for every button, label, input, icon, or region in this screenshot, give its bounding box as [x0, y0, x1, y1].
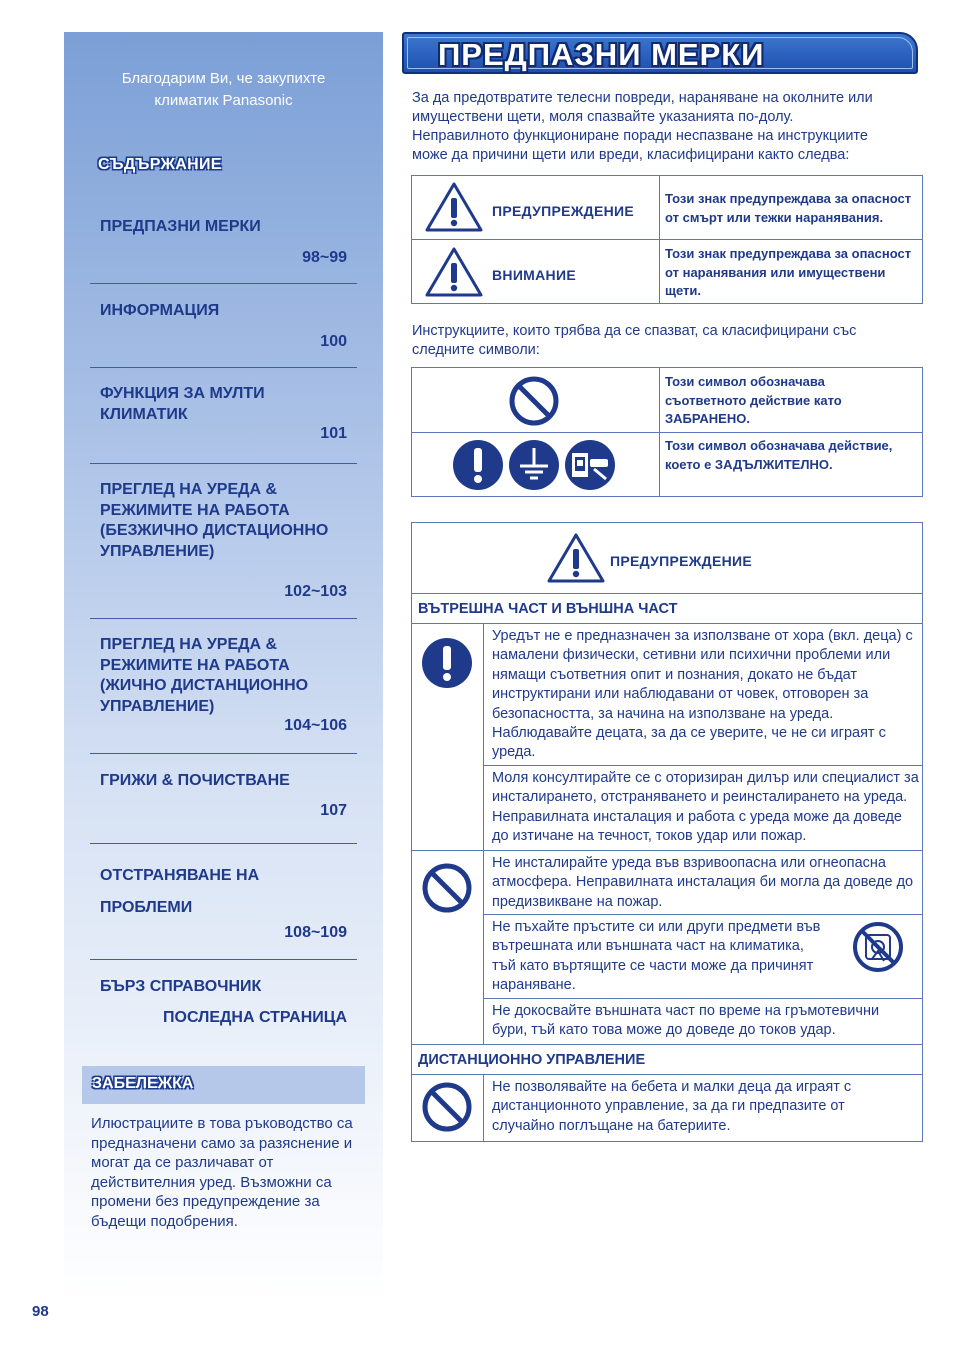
warning-row-text: Не инсталирайте уреда във взривоопасна или огнеопасна атмосфера. Неправилната инсталация би могла да доведе до предизвикване на пожар. [492, 855, 914, 910]
toc-divider [90, 843, 357, 844]
warning-row-text: Уредът не е предназначен за използване от хора (вкл. деца) с намалени физически, сетивни или психични проблеми или нямащи съответния опит и познания, докато не бъдат инструктирани или наблюдавани от човек, отговорен за безопасността, за начина на използване на уреда. Наблюдавайте децата, за да се уверите, че не си играят с уреда. [492, 628, 913, 761]
toc-page-overview-wired[interactable]: 104~106 [284, 717, 347, 734]
toc-page-precautions[interactable]: 98~99 [302, 249, 347, 266]
intro-text: Благодарим Ви, че закупихте климатик Panasonic [121, 70, 326, 109]
toc-divider [90, 753, 357, 754]
prohibited-icon [421, 862, 473, 914]
page-title: ПРЕДПАЗНИ МЕРКИ [438, 37, 765, 72]
warning-label: ПРЕДУПРЕЖДЕНИЕ [492, 203, 635, 219]
toc-page-troubleshooting[interactable]: 108~109 [284, 924, 347, 941]
remote-row-text: Не позволявайте на бебета и малки деца да играят с дистанционното управление, за да ги предпазите от случайно поглъщане на батериите. [492, 1079, 852, 1134]
note-text: Илюстрациите в това ръководство са предназначени само за разяснение и могат да се различават от действителния уред. Възможни са промени без предупреждение за бъдещи подобрения. [91, 1115, 353, 1230]
caution-description: Този знак предупреждава за опасност от наранявания или имуществени щети. [665, 246, 912, 298]
contents-title: СЪДЪРЖАНИЕ [98, 156, 222, 173]
page-number: 98 [32, 1303, 49, 1320]
warning-description: Този знак предупреждава за опасност от смърт или тежки наранявания. [665, 191, 912, 225]
toc-item-quick-reference[interactable]: БЪРЗ СПРАВОЧНИК [100, 978, 262, 995]
toc-divider [90, 618, 357, 619]
toc-item-multi[interactable]: ФУНКЦИЯ ЗА МУЛТИ КЛИМАТИК [100, 385, 265, 423]
warning-table-title: ПРЕДУПРЕЖДЕНИЕ [610, 553, 753, 569]
unplug-icon [564, 439, 616, 491]
caution-triangle-icon [424, 246, 484, 298]
prohibited-icon [508, 375, 560, 427]
prohibited-description: Този символ обозначава съответното действие като ЗАБРАНЕНО. [665, 374, 842, 426]
section-remote-control: ДИСТАНЦИОННО УПРАВЛЕНИЕ [418, 1052, 646, 1068]
warning-row-text: Моля консултирайте се с оторизиран дилър или специалист за инсталирането, отстраняването и реинсталирането на уреда. Неправилната инсталация и работа с уреда може да доведе до изтичане на течност, токов удар или пожар. [492, 770, 919, 845]
warning-row-text: Не пъхайте пръстите си или други предмети във вътрешната или външната част на климатика, тъй като въртящите се части може да причинят нараняване. [492, 919, 821, 994]
sidebar [64, 32, 383, 1304]
prohibited-icon [421, 1081, 473, 1133]
warning-triangle-icon [546, 532, 606, 584]
toc-page-multi[interactable]: 101 [320, 425, 347, 442]
mandatory-description: Този символ обозначава действие, което е ЗАДЪЛЖИТЕЛНО. [665, 438, 893, 472]
toc-divider [90, 463, 357, 464]
caution-label: ВНИМАНИЕ [492, 267, 576, 283]
note-header: ЗАБЕЛЕЖКА [82, 1066, 365, 1104]
toc-item-overview-wireless[interactable]: ПРЕГЛЕД НА УРЕДА & РЕЖИМИТЕ НА РАБОТА (БЕЗЖИЧНО ДИСТАЦИОННО УПРАВЛЕНИЕ) [100, 481, 329, 560]
mandatory-icon [421, 637, 473, 689]
toc-divider [90, 283, 357, 284]
toc-item-troubleshooting[interactable]: ОТСТРАНЯВАНЕ НА ПРОБЛЕМИ [100, 867, 260, 916]
toc-item-precautions[interactable]: ПРЕДПАЗНИ МЕРКИ [100, 218, 261, 235]
toc-page-quick-reference[interactable]: ПОСЛЕДНА СТРАНИЦА [163, 1009, 347, 1026]
toc-page-information[interactable]: 100 [320, 333, 347, 350]
intro-paragraph: За да предотвратите телесни повреди, нараняване на околните или имуществени щети, моля спазвайте указанията по-долу. Неправилното функциониране поради неспазване на инструкциите може да причини щети или вреди, класифицирани както следва: [412, 90, 873, 163]
toc-page-care[interactable]: 107 [320, 802, 347, 819]
toc-item-information[interactable]: ИНФОРМАЦИЯ [100, 302, 220, 319]
earth-ground-icon [508, 439, 560, 491]
page-title-banner [402, 32, 918, 74]
toc-divider [90, 367, 357, 368]
toc-page-overview-wireless[interactable]: 102~103 [284, 583, 347, 600]
no-fingers-fan-icon [852, 921, 904, 973]
warning-triangle-icon [424, 181, 484, 233]
toc-divider [90, 959, 357, 960]
warning-row-text: Не докосвайте външната част по време на гръмотевични бури, тъй като това може до доведе до токов удар. [492, 1003, 880, 1039]
toc-item-overview-wired[interactable]: ПРЕГЛЕД НА УРЕДА & РЕЖИМИТЕ НА РАБОТА (ЖИЧНО ДИСТАНЦИОННО УПРАВЛЕНИЕ) [100, 636, 309, 715]
symbols-paragraph: Инструкциите, които трябва да се спазват, са класифицирани със следните символи: [412, 323, 857, 358]
toc-item-care[interactable]: ГРИЖИ & ПОЧИСТВАНЕ [100, 772, 290, 789]
mandatory-icon [452, 439, 504, 491]
section-indoor-outdoor: ВЪТРЕШНА ЧАСТ И ВЪНШНА ЧАСТ [418, 601, 678, 617]
